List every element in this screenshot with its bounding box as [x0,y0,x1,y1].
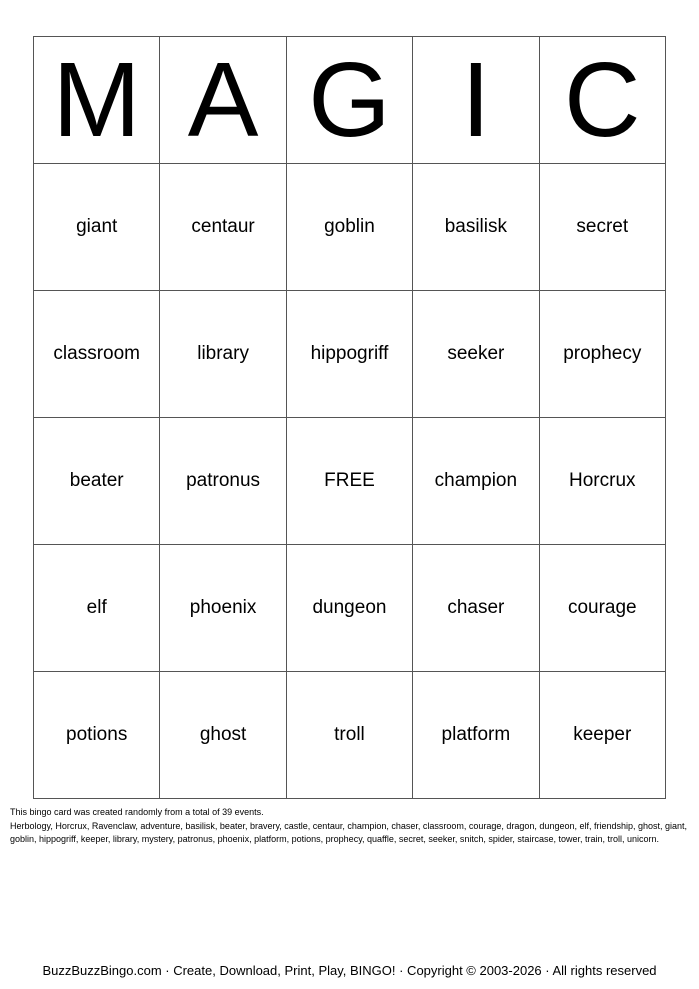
card-cell: champion [413,418,539,545]
header-letter-4: I [413,37,539,164]
card-row [34,418,666,545]
card-cell: potions [34,672,160,799]
card-cell: phoenix [160,545,286,672]
footer: BuzzBuzzBingo.com · Create, Download, Print, Play, BINGO! · Copyright © 2003-2026 · All rights reserved [42,963,657,978]
card-cell: ghost [160,672,286,799]
card-cell: centaur [160,164,286,291]
event-list: Herbology, Horcrux, Ravenclaw, adventure, basilisk, beater, bravery, castle, centaur, champion, chaser, classroom, courage, dragon, dungeon, elf, friendship, ghost, giant, goblin, hippogriff, keeper, library, mystery, patronus, phoenix, platform, potions, prophecy, quaffle, secret, seeker, snitch, spider, staircase, tower, train, troll, unicorn. [10,820,688,844]
bingo-card [33,36,666,799]
card-cell: goblin [286,164,412,291]
card-row [34,545,666,672]
card-cell: hippogriff [286,291,412,418]
card-cell: elf [34,545,160,672]
card-row [34,164,666,291]
event-note-intro: This bingo card was created randomly from a total of 39 events. [10,807,264,817]
header-row [34,37,666,164]
free-space-cell: FREE [286,418,412,545]
card-row [34,672,666,799]
card-cell: classroom [34,291,160,418]
card-cell: troll [286,672,412,799]
card-cell: library [160,291,286,418]
card-cell: dungeon [286,545,412,672]
card-cell: giant [34,164,160,291]
card-cell: platform [413,672,539,799]
card-cell: prophecy [539,291,665,418]
header-letter-3: G [286,37,412,164]
card-cell: patronus [160,418,286,545]
header-letter-5: C [539,37,665,164]
card-cell: keeper [539,672,665,799]
card-cell: seeker [413,291,539,418]
card-cell: beater [34,418,160,545]
header-letter-2: A [160,37,286,164]
event-note [10,806,690,847]
card-cell: basilisk [413,164,539,291]
card-cell: Horcrux [539,418,665,545]
card-row [34,291,666,418]
header-letter-1: M [34,37,160,164]
card-cell: chaser [413,545,539,672]
card-cell: courage [539,545,665,672]
card-cell: secret [539,164,665,291]
